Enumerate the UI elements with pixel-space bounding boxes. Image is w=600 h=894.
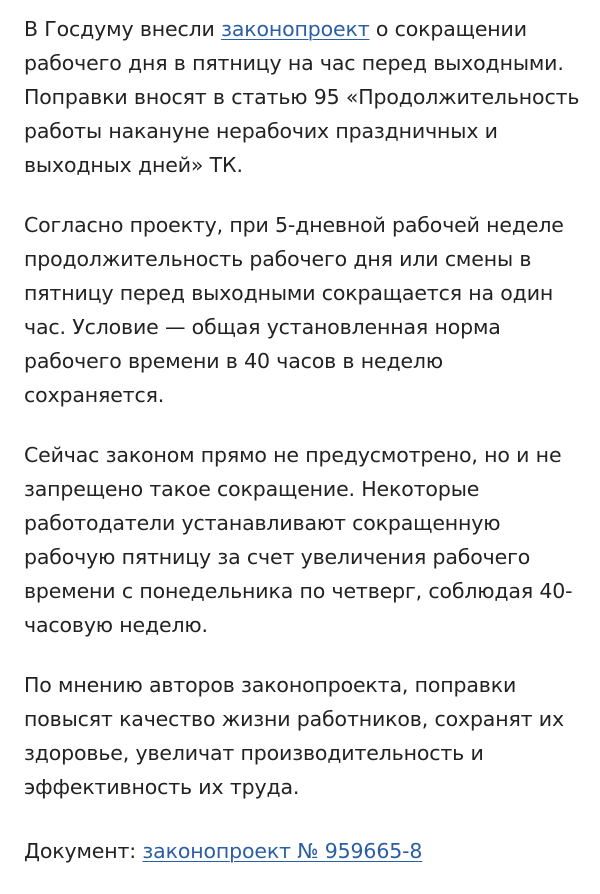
paragraph-intro bbox=[24, 12, 584, 182]
bill-link[interactable]: законопроект bbox=[221, 17, 370, 41]
document-label: Документ: bbox=[24, 839, 143, 863]
paragraph-project-terms: Согласно проекту, при 5-дневной рабочей неделе продолжительность рабочего дня или смены в пятницу перед выходными сокращается на один час. Условие — общая установленная норма рабочего времени в 40 часов в неделю сохраняется. bbox=[24, 213, 564, 407]
document-reference bbox=[24, 834, 584, 868]
article-body bbox=[24, 12, 584, 894]
paragraph-current-law: Сейчас законом прямо не предусмотрено, но и не запрещено такое сокращение. Некоторые работодатели устанавливают сокращенную рабочую пятницу за счет увеличения рабочего времени с понедельника по четверг, соблюдая 40-часовую неделю. bbox=[24, 443, 573, 637]
intro-text-before: В Госдуму внесли bbox=[24, 17, 222, 41]
document-link[interactable]: законопроект № 959665-8 bbox=[142, 839, 423, 863]
intro-text-after: о сокращении рабочего дня в пятницу на час перед выходными. Поправки вносят в статью 95 «Продолжительность работы накануне нерабочих праздничных и выходных дней» ТК. bbox=[24, 17, 580, 177]
paragraph-authors-opinion: По мнению авторов законопроекта, поправки повысят качество жизни работников, сохранят их здоровье, увеличат производительность и эффективность их труда. bbox=[24, 673, 564, 799]
